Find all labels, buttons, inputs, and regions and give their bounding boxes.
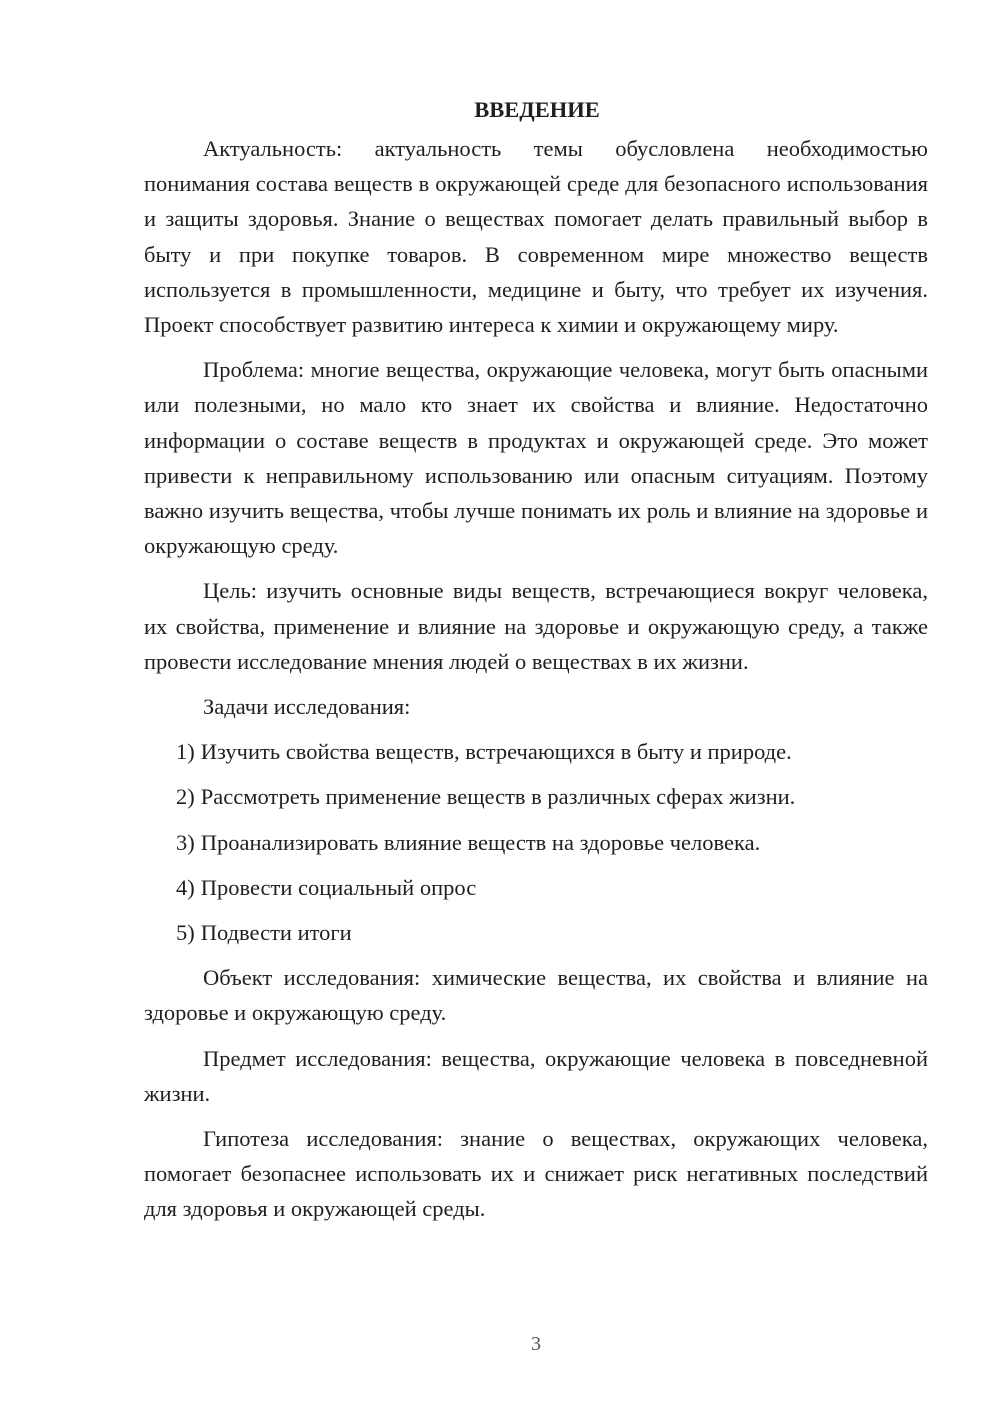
task-item bbox=[176, 734, 928, 769]
document-title: ВВЕДЕНИЕ bbox=[474, 97, 600, 122]
task-text: Провести социальный опрос bbox=[200, 874, 477, 900]
task-number: 4) bbox=[176, 874, 195, 900]
task-text: Подвести итоги bbox=[200, 920, 352, 946]
paragraph-problem: Проблема: многие вещества, окружающие человека, могут быть опасными или полезными, но мало кто знает их свойства и влияние. Недостаточно информации о составе веществ в продуктах и окружающей среде. Это может привести к неправильному использованию или опасным ситуациям. Поэтому важно изучить вещества, чтобы лучше понимать их роль и влияние на здоровье и окружающую среду. bbox=[144, 357, 928, 559]
task-item bbox=[176, 870, 928, 905]
task-item bbox=[176, 779, 928, 814]
task-text: Изучить свойства веществ, встречающихся в быту и природе. bbox=[200, 739, 792, 765]
paragraph-goal: Цель: изучить основные виды веществ, встречающиеся вокруг человека, их свойства, применение и влияние на здоровье и окружающую среду, а также провести исследование мнения людей о веществах в их жизни. bbox=[144, 578, 928, 674]
tasks-heading: Задачи исследования: bbox=[203, 694, 411, 720]
paragraph-hypothesis: Гипотеза исследования: знание о веществах, окружающих человека, помогает безопаснее использовать их и снижает риск негативных последствий для здоровья и окружающей среды. bbox=[144, 1126, 928, 1222]
task-number: 3) bbox=[176, 829, 195, 855]
task-number: 1) bbox=[176, 739, 195, 765]
task-text: Рассмотреть применение веществ в различных сферах жизни. bbox=[200, 784, 796, 810]
task-text: Проанализировать влияние веществ на здоровье человека. bbox=[200, 829, 761, 855]
paragraph-object: Объект исследования: химические вещества, их свойства и влияние на здоровье и окружающую среду. bbox=[144, 965, 928, 1026]
task-number: 5) bbox=[176, 920, 195, 946]
page-number: 3 bbox=[531, 1333, 541, 1355]
paragraph-relevance: Актуальность: актуальность темы обусловлена необходимостью понимания состава веществ в окружающей среде для безопасного использования и защиты здоровья. Знание о веществах помогает делать правильный выбор в быту и при покупке товаров. В современном мире множество веществ используется в промышленности, медицине и быту, что требует их изучения. Проект способствует развитию интереса к химии и окружающему миру. bbox=[144, 136, 928, 338]
task-item bbox=[176, 825, 928, 860]
task-item bbox=[176, 915, 928, 950]
paragraph-subject: Предмет исследования: вещества, окружающие человека в повседневной жизни. bbox=[144, 1045, 928, 1106]
document-page bbox=[144, 92, 928, 1237]
task-number: 2) bbox=[176, 784, 195, 810]
